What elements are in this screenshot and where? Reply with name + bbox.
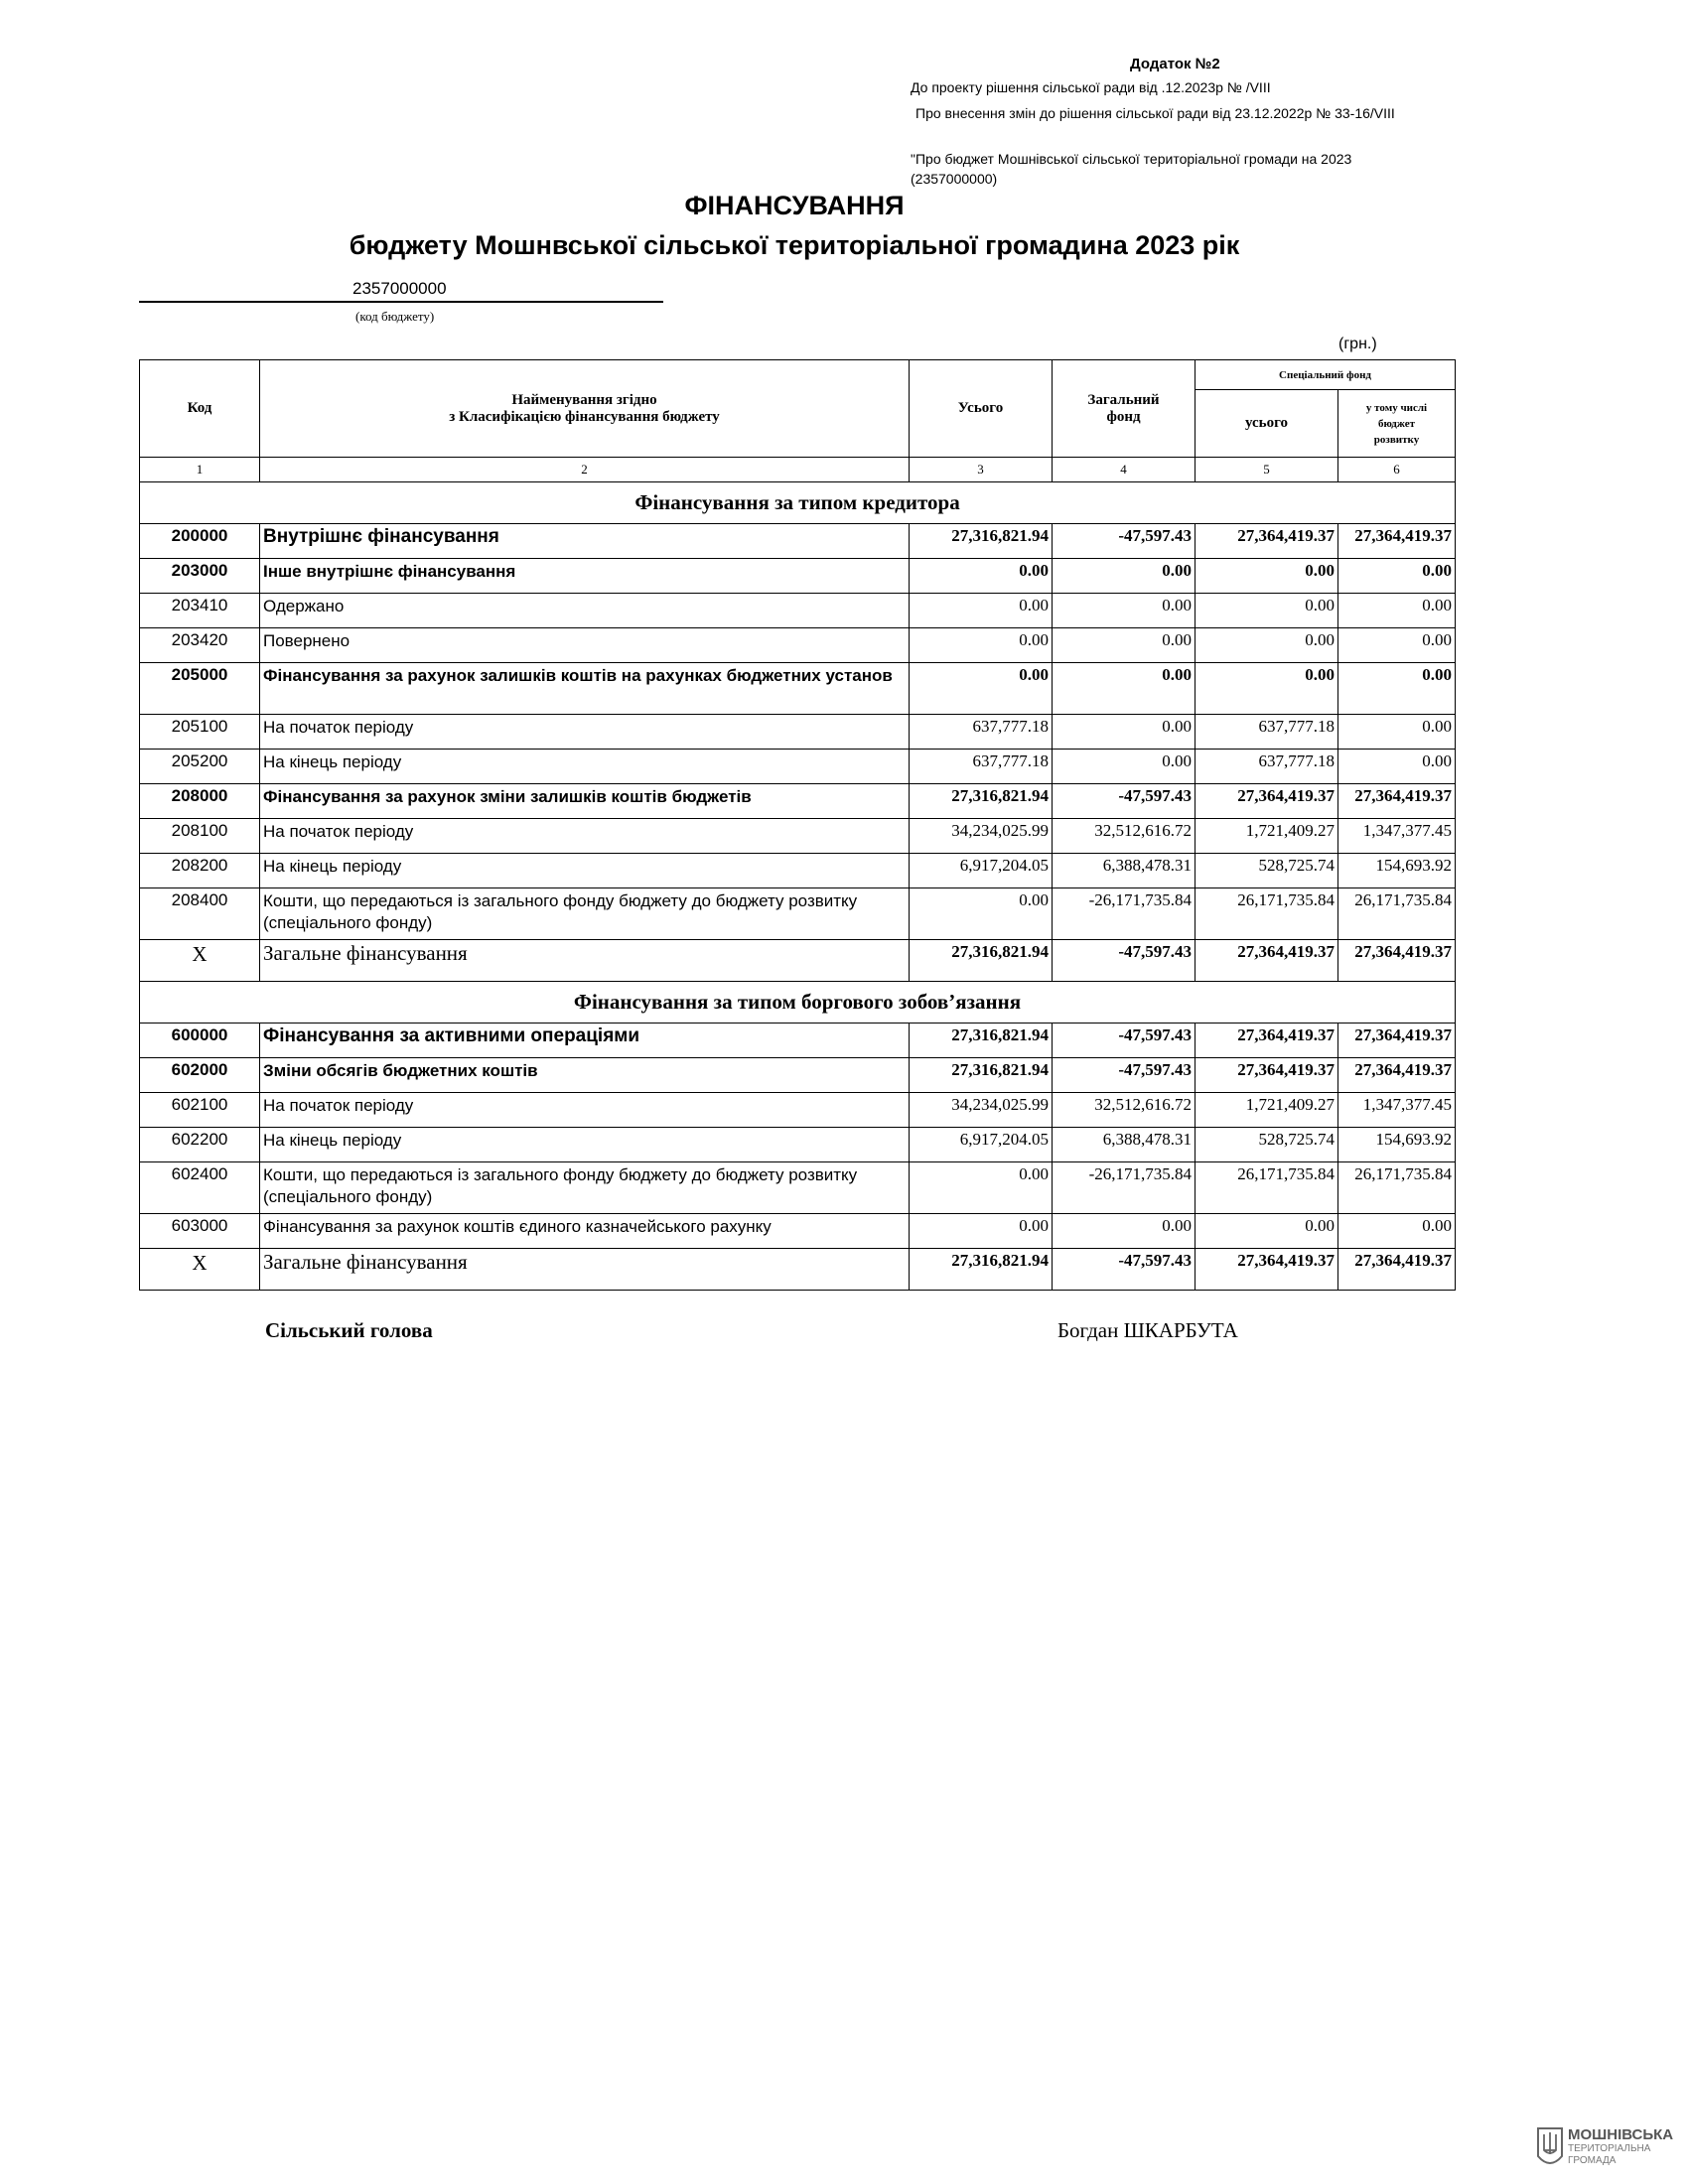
section-creditor-type-title: Фінансування за типом кредитора	[140, 482, 1456, 524]
row-name: На кінець періоду	[260, 854, 910, 888]
row-total: 6,917,204.05	[910, 1128, 1053, 1162]
header-general-line1: Загальний	[1087, 391, 1160, 408]
row-special-fund: 1,721,409.27	[1196, 1093, 1338, 1128]
row-total: 0.00	[910, 628, 1053, 663]
row-general-fund: -47,597.43	[1053, 1249, 1196, 1291]
table-row	[140, 1162, 1456, 1214]
table-row	[140, 784, 1456, 819]
row-general-fund: 6,388,478.31	[1053, 854, 1196, 888]
row-general-fund: 6,388,478.31	[1053, 1128, 1196, 1162]
row-development-budget: 0.00	[1338, 750, 1456, 784]
row-special-fund: 27,364,419.37	[1196, 940, 1338, 982]
trident-emblem-icon	[1536, 2126, 1564, 2170]
table-row	[140, 888, 1456, 940]
row-name: На кінець періоду	[260, 750, 910, 784]
row-development-budget: 27,364,419.37	[1338, 1249, 1456, 1291]
row-code: 603000	[140, 1214, 260, 1249]
row-name: Повернено	[260, 628, 910, 663]
row-total: 637,777.18	[910, 750, 1053, 784]
row-name: Фінансування за рахунок коштів єдиного казначейського рахунку	[260, 1214, 910, 1249]
row-general-fund: -47,597.43	[1053, 1024, 1196, 1058]
row-total: 34,234,025.99	[910, 819, 1053, 854]
section-debt-type-title: Фінансування за типом боргового зобов’язання	[140, 982, 1456, 1024]
table-row	[140, 819, 1456, 854]
budget-code-caption: (код бюджету)	[355, 309, 435, 324]
row-code: 203000	[140, 559, 260, 594]
row-special-fund: 27,364,419.37	[1196, 1249, 1338, 1291]
row-code: 205000	[140, 663, 260, 715]
row-code: 208000	[140, 784, 260, 819]
budget-code-underline	[139, 301, 663, 303]
row-development-budget: 27,364,419.37	[1338, 940, 1456, 982]
row-general-fund: -26,171,735.84	[1053, 888, 1196, 940]
row-name: Одержано	[260, 594, 910, 628]
row-special-fund: 0.00	[1196, 628, 1338, 663]
column-number: 1	[140, 458, 260, 482]
row-total: 637,777.18	[910, 715, 1053, 750]
document-title: ФІНАНСУВАННЯ	[684, 191, 905, 220]
row-code: 600000	[140, 1024, 260, 1058]
row-development-budget: 0.00	[1338, 559, 1456, 594]
row-general-fund: 0.00	[1053, 559, 1196, 594]
table-row	[140, 524, 1456, 559]
row-general-fund: -47,597.43	[1053, 940, 1196, 982]
row-code: 602400	[140, 1162, 260, 1214]
logo-line3-text: ГРОМАДА	[1568, 2155, 1617, 2166]
row-general-fund: 0.00	[1053, 663, 1196, 715]
signature-title: Сільський голова	[265, 1318, 433, 1342]
row-total: 0.00	[910, 559, 1053, 594]
logo-line2-text: ТЕРИТОРІАЛЬНА	[1568, 2143, 1651, 2154]
row-code: X	[140, 1249, 260, 1291]
row-total: 27,316,821.94	[910, 1058, 1053, 1093]
appendix-title: Додаток №2	[1130, 56, 1220, 72]
column-number: 3	[910, 458, 1053, 482]
row-code: 205100	[140, 715, 260, 750]
row-special-fund: 0.00	[1196, 559, 1338, 594]
row-special-fund: 637,777.18	[1196, 715, 1338, 750]
section-debt-type	[140, 982, 1456, 1024]
logo-line2	[1568, 2143, 1650, 2167]
header-general-line2: фонд	[1106, 408, 1141, 425]
column-number: 5	[1196, 458, 1338, 482]
row-name: На кінець періоду	[260, 1128, 910, 1162]
row-special-fund: 0.00	[1196, 594, 1338, 628]
row-code: 203420	[140, 628, 260, 663]
row-development-budget: 26,171,735.84	[1338, 1162, 1456, 1214]
row-total: 0.00	[910, 1162, 1053, 1214]
row-code: 203410	[140, 594, 260, 628]
table-row	[140, 715, 1456, 750]
row-name: Зміни обсягів бюджетних коштів	[260, 1058, 910, 1093]
row-special-fund: 0.00	[1196, 663, 1338, 715]
currency-units: (грн.)	[1338, 336, 1377, 352]
row-name: Фінансування за активними операціями	[260, 1024, 910, 1058]
header-name-line1: Найменування згідно	[511, 391, 657, 408]
row-general-fund: -26,171,735.84	[1053, 1162, 1196, 1214]
total-row	[140, 1249, 1456, 1291]
header-special-total: усього	[1196, 390, 1338, 458]
table-row	[140, 663, 1456, 715]
row-general-fund: 0.00	[1053, 750, 1196, 784]
table-row	[140, 628, 1456, 663]
header-total: Усього	[910, 360, 1053, 458]
row-total: 0.00	[910, 594, 1053, 628]
row-special-fund: 26,171,735.84	[1196, 1162, 1338, 1214]
row-development-budget: 27,364,419.37	[1338, 1058, 1456, 1093]
row-development-budget: 0.00	[1338, 594, 1456, 628]
document-subtitle: бюджету Мошнвської сільської територіальної громадина 2023 рік	[349, 230, 1240, 260]
table-row	[140, 1214, 1456, 1249]
community-logo	[1536, 2126, 1675, 2170]
row-code: 208100	[140, 819, 260, 854]
budget-decision-line: "Про бюджет Мошнівської сільської територіальної громади на 2023 (2357000000)	[911, 151, 1352, 187]
financing-table	[139, 359, 1456, 1291]
header-code: Код	[140, 360, 260, 458]
row-total: 0.00	[910, 663, 1053, 715]
row-total: 27,316,821.94	[910, 940, 1053, 982]
table-row	[140, 559, 1456, 594]
row-total: 34,234,025.99	[910, 1093, 1053, 1128]
table-row	[140, 1128, 1456, 1162]
row-special-fund: 0.00	[1196, 1214, 1338, 1249]
row-development-budget: 27,364,419.37	[1338, 524, 1456, 559]
row-name: Фінансування за рахунок зміни залишків коштів бюджетів	[260, 784, 910, 819]
row-total: 27,316,821.94	[910, 1024, 1053, 1058]
column-number: 6	[1338, 458, 1456, 482]
row-development-budget: 0.00	[1338, 628, 1456, 663]
header-dev-line3: розвитку	[1373, 433, 1420, 446]
row-development-budget: 1,347,377.45	[1338, 1093, 1456, 1128]
row-name: Загальне фінансування	[260, 1249, 910, 1291]
row-code: 208400	[140, 888, 260, 940]
row-general-fund: 0.00	[1053, 594, 1196, 628]
row-code: 205200	[140, 750, 260, 784]
row-development-budget: 1,347,377.45	[1338, 819, 1456, 854]
row-total: 27,316,821.94	[910, 784, 1053, 819]
row-special-fund: 1,721,409.27	[1196, 819, 1338, 854]
table-row	[140, 854, 1456, 888]
row-name: Інше внутрішнє фінансування	[260, 559, 910, 594]
header-name	[260, 360, 910, 458]
row-code: 602100	[140, 1093, 260, 1128]
table-row	[140, 1058, 1456, 1093]
draft-decision-line: До проекту рішення сільської ради від .12.2023р № /VIII	[911, 79, 1271, 95]
row-development-budget: 26,171,735.84	[1338, 888, 1456, 940]
header-dev-line2: бюджет	[1378, 417, 1415, 430]
row-special-fund: 27,364,419.37	[1196, 1058, 1338, 1093]
row-name: Кошти, що передаються із загального фонду бюджету до бюджету розвитку (спеціального фонду)	[260, 888, 910, 940]
row-special-fund: 528,725.74	[1196, 1128, 1338, 1162]
row-special-fund: 637,777.18	[1196, 750, 1338, 784]
header-general-fund	[1053, 360, 1196, 458]
row-name: Загальне фінансування	[260, 940, 910, 982]
row-name: Внутрішнє фінансування	[260, 524, 910, 559]
row-special-fund: 27,364,419.37	[1196, 524, 1338, 559]
row-name: Фінансування за рахунок залишків коштів на рахунках бюджетних установ	[260, 663, 910, 715]
row-special-fund: 26,171,735.84	[1196, 888, 1338, 940]
budget-code: 2357000000	[352, 279, 447, 298]
row-total: 27,316,821.94	[910, 1249, 1053, 1291]
row-code: 208200	[140, 854, 260, 888]
logo-line1: МОШНІВСЬКА	[1568, 2126, 1674, 2143]
row-name: На початок періоду	[260, 819, 910, 854]
row-special-fund: 27,364,419.37	[1196, 1024, 1338, 1058]
row-general-fund: -47,597.43	[1053, 784, 1196, 819]
row-development-budget: 154,693.92	[1338, 854, 1456, 888]
header-development-budget	[1338, 390, 1456, 458]
row-development-budget: 0.00	[1338, 1214, 1456, 1249]
row-total: 6,917,204.05	[910, 854, 1053, 888]
row-special-fund: 27,364,419.37	[1196, 784, 1338, 819]
row-development-budget: 0.00	[1338, 663, 1456, 715]
signature-name: Богдан ШКАРБУТА	[1057, 1318, 1238, 1342]
table-row	[140, 1024, 1456, 1058]
row-general-fund: 32,512,616.72	[1053, 819, 1196, 854]
column-number: 2	[260, 458, 910, 482]
section-creditor-type	[140, 482, 1456, 524]
table-row	[140, 750, 1456, 784]
row-general-fund: 32,512,616.72	[1053, 1093, 1196, 1128]
table-row	[140, 1093, 1456, 1128]
table-row	[140, 594, 1456, 628]
column-number: 4	[1053, 458, 1196, 482]
row-code: 200000	[140, 524, 260, 559]
header-special-fund: Спеціальний фонд	[1196, 360, 1456, 390]
row-total: 0.00	[910, 1214, 1053, 1249]
header-dev-line1: у тому числі	[1365, 401, 1428, 414]
row-code: 602200	[140, 1128, 260, 1162]
column-number-row	[140, 458, 1456, 482]
row-code: 602000	[140, 1058, 260, 1093]
row-general-fund: 0.00	[1053, 1214, 1196, 1249]
row-code: X	[140, 940, 260, 982]
row-development-budget: 154,693.92	[1338, 1128, 1456, 1162]
row-special-fund: 528,725.74	[1196, 854, 1338, 888]
row-development-budget: 0.00	[1338, 715, 1456, 750]
amendment-line: Про внесення змін до рішення сільської ради від 23.12.2022р № 33-16/VIII	[915, 105, 1395, 121]
header-name-line2: з Класифікацією фінансування бюджету	[449, 408, 720, 425]
total-row	[140, 940, 1456, 982]
row-name: Кошти, що передаються із загального фонду бюджету до бюджету розвитку (спеціального фонду)	[260, 1162, 910, 1214]
row-general-fund: -47,597.43	[1053, 524, 1196, 559]
row-general-fund: 0.00	[1053, 715, 1196, 750]
row-general-fund: 0.00	[1053, 628, 1196, 663]
row-total: 27,316,821.94	[910, 524, 1053, 559]
row-development-budget: 27,364,419.37	[1338, 1024, 1456, 1058]
row-general-fund: -47,597.43	[1053, 1058, 1196, 1093]
row-total: 0.00	[910, 888, 1053, 940]
row-name: На початок періоду	[260, 1093, 910, 1128]
row-name: На початок періоду	[260, 715, 910, 750]
row-development-budget: 27,364,419.37	[1338, 784, 1456, 819]
